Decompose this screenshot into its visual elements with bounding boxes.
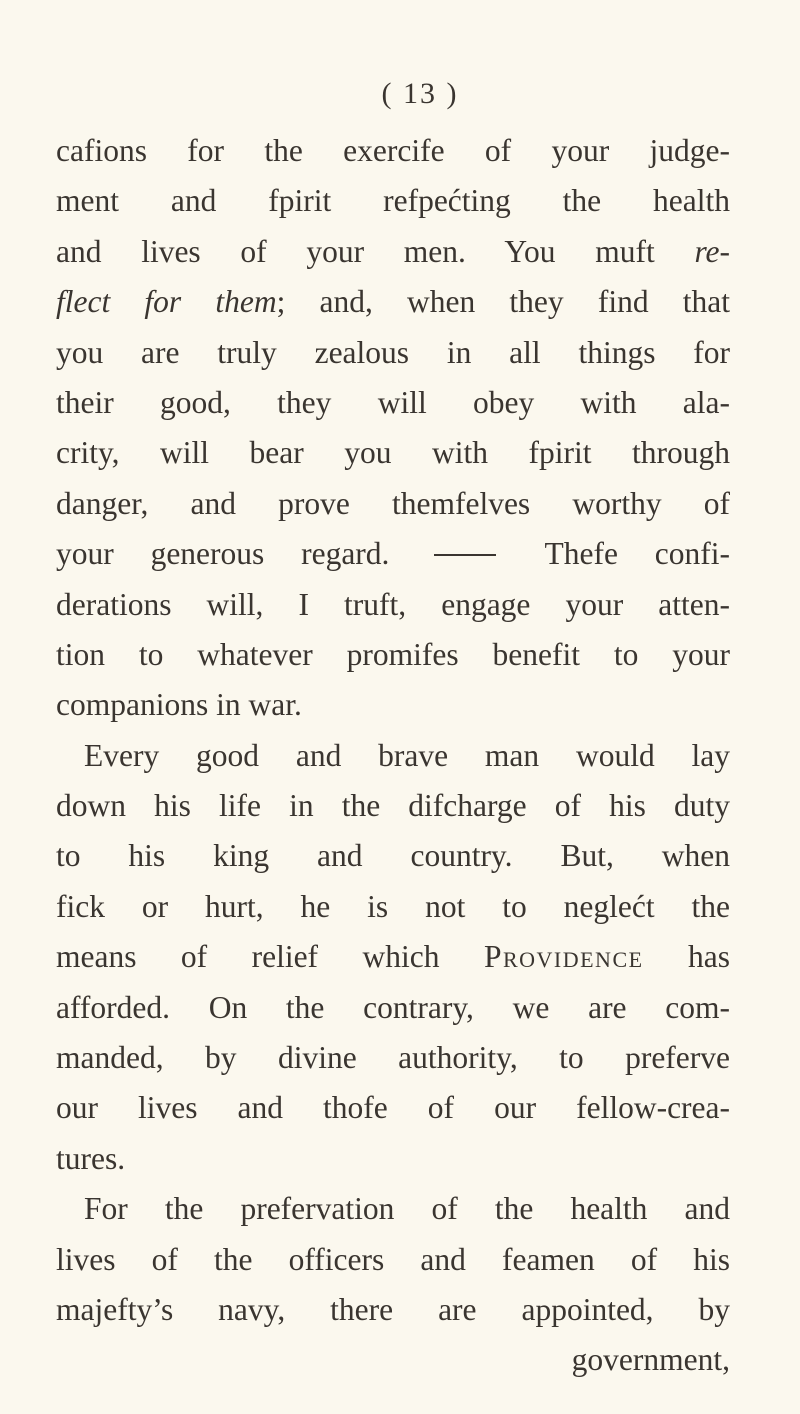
text-span: means of relief which [56,939,440,975]
text-line: tion to whatever promifes benefit to your [56,636,730,672]
text-span: ; and, when they find that [276,284,730,320]
italic-text: flect for them [56,284,277,320]
text-line: Every good and brave man would lay [84,737,730,773]
text-line: majefty’s navy, there are appointed, by [56,1291,730,1327]
text-span: and lives of your men. You muft [56,233,655,269]
catchword: government, [571,1342,730,1378]
text-line: cafions for the exercife of your judge- [56,133,730,168]
text-line: tures. [56,1140,126,1176]
text-span: your generous regard. [56,536,390,572]
text-line: our lives and thofe of our fellow-crea- [56,1090,730,1126]
text-line: manded, by divine authority, to preferve [56,1040,730,1076]
text-line: danger, and prove themfelves worthy of [56,485,730,521]
text-line: down his life in the difcharge of his duty [56,788,730,824]
italic-text: re- [694,233,731,269]
text-line: you are truly zealous in all things for [56,334,730,370]
text-span: Thefe confi- [544,536,730,572]
text-span: has [688,939,731,975]
text-line: fick or hurt, he is not to neglećt the [56,888,730,924]
text-line [56,277,730,327]
text-line: companions in war. [56,687,302,723]
text-line: derations will, I truft, engage your atten- [56,586,730,622]
text-line: lives of the officers and feamen of his [56,1241,730,1277]
text-line [56,529,730,579]
text-line: For the prefervation of the health and [84,1191,730,1227]
text-line: their good, they will obey with ala- [56,384,730,420]
text-line [56,932,730,982]
text-line: afforded. On the contrary, we are com- [56,989,730,1025]
page-number: ( 13 ) [381,77,459,110]
text-line: crity, will bear you with fpirit through [56,435,730,471]
body-text [56,126,730,1386]
em-dash-rule [434,554,496,556]
text-line: to his king and country. But, when [56,838,730,874]
text-line [56,227,730,277]
text-line: ment and fpirit refpećting the health [56,183,730,219]
small-caps-text: Providence [483,939,644,975]
